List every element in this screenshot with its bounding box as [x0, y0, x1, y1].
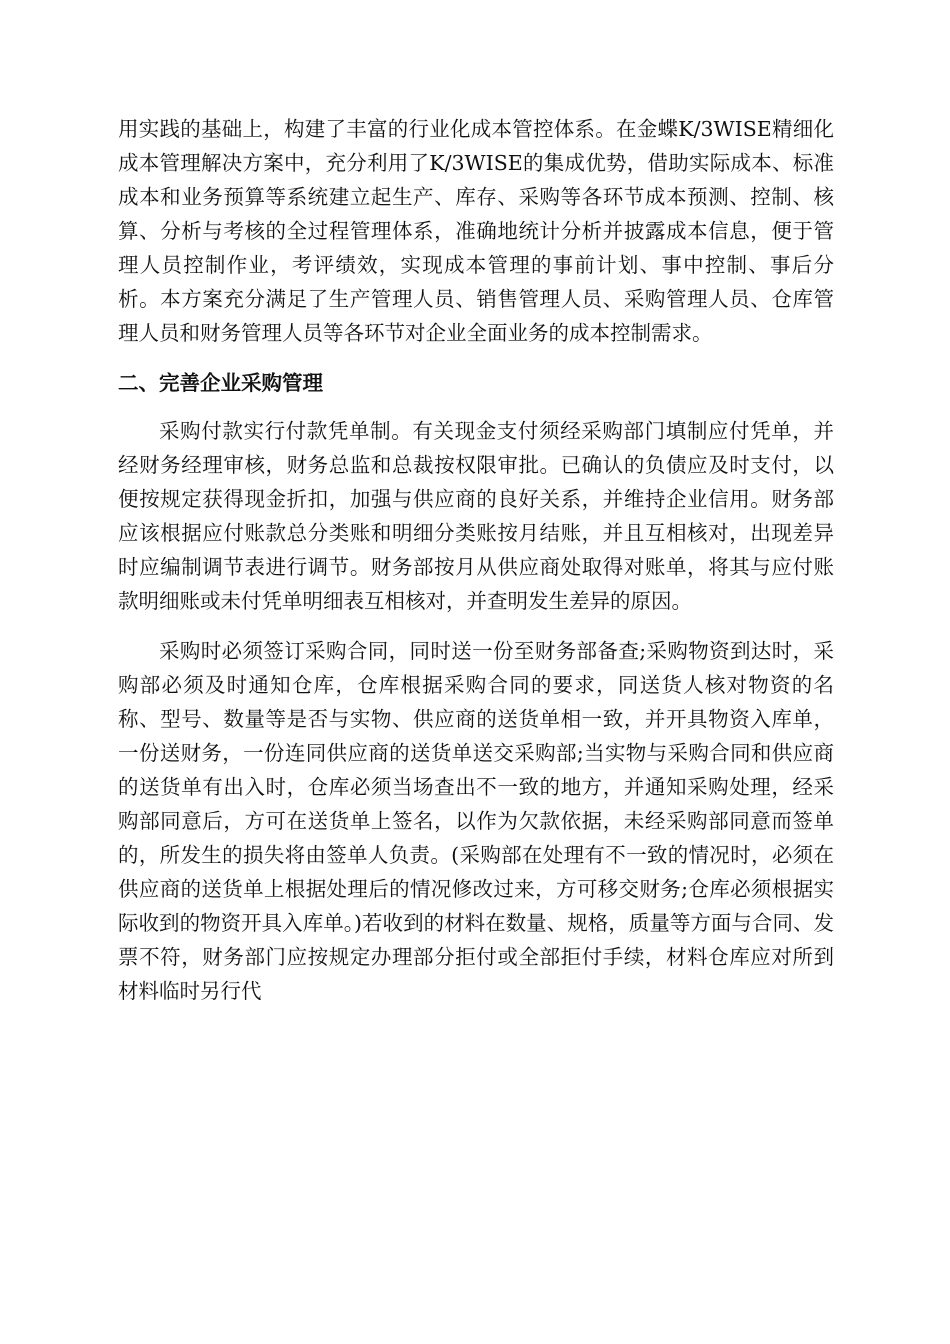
document-body: [118, 112, 834, 1008]
paragraph-payment-voucher: 采购付款实行付款凭单制。有关现金支付须经采购部门填制应付凭单，并经财务经理审核，财务总监和总裁按权限审批。已确认的负债应及时支付，以便按规定获得现金折扣，加强与供应商的良好关系，并维持企业信用。财务部应该根据应付账款总分类账和明细分类账按月结账，并且互相核对，出现差异时应编制调节表进行调节。财务部按月从供应商处取得对账单，将其与应付账款明细账或未付凭单明细表互相核对，并查明发生差异的原因。: [118, 419, 834, 613]
paragraph-purchase-contract: 采购时必须签订采购合同，同时送一份至财务部备查;采购物资到达时，采购部必须及时通知仓库，仓库根据采购合同的要求，同送货人核对物资的名称、型号、数量等是否与实物、供应商的送货单相一致，并开具物资入库单，一份送财务，一份连同供应商的送货单送交采购部;当实物与采购合同和供应商的送货单有出入时，仓库必须当场查出不一致的地方，并通知采购处理，经采购部同意后，方可在送货单上签名，以作为欠款依据，未经采购部同意而签单的，所发生的损失将由签单人负责。(采购部在处理有不一致的情况时，必须在供应商的送货单上根据处理后的情况修改过来，方可移交财务;仓库必须根据实际收到的物资开具入库单。)若收到的材料在数量、规格，质量等方面与合同、发票不符，财务部门应按规定办理部分拒付或全部拒付手续，材料仓库应对所到材料临时另行代: [118, 639, 834, 1003]
paragraph-cost-management: 用实践的基础上，构建了丰富的行业化成本管控体系。在金蝶K/3WISE精细化成本管理解决方案中，充分利用了K/3WISE的集成优势，借助实际成本、标准成本和业务预算等系统建立起生产、库存、采购等各环节成本预测、控制、核算、分析与考核的全过程管理体系，准确地统计分析并披露成本信息，便于管理人员控制作业，考评绩效，实现成本管理的事前计划、事中控制、事后分析。本方案充分满足了生产管理人员、销售管理人员、采购管理人员、仓库管理人员和财务管理人员等各环节对企业全面业务的成本控制需求。: [118, 117, 834, 345]
section-heading-procurement: 二、完善企业采购管理: [118, 371, 323, 395]
